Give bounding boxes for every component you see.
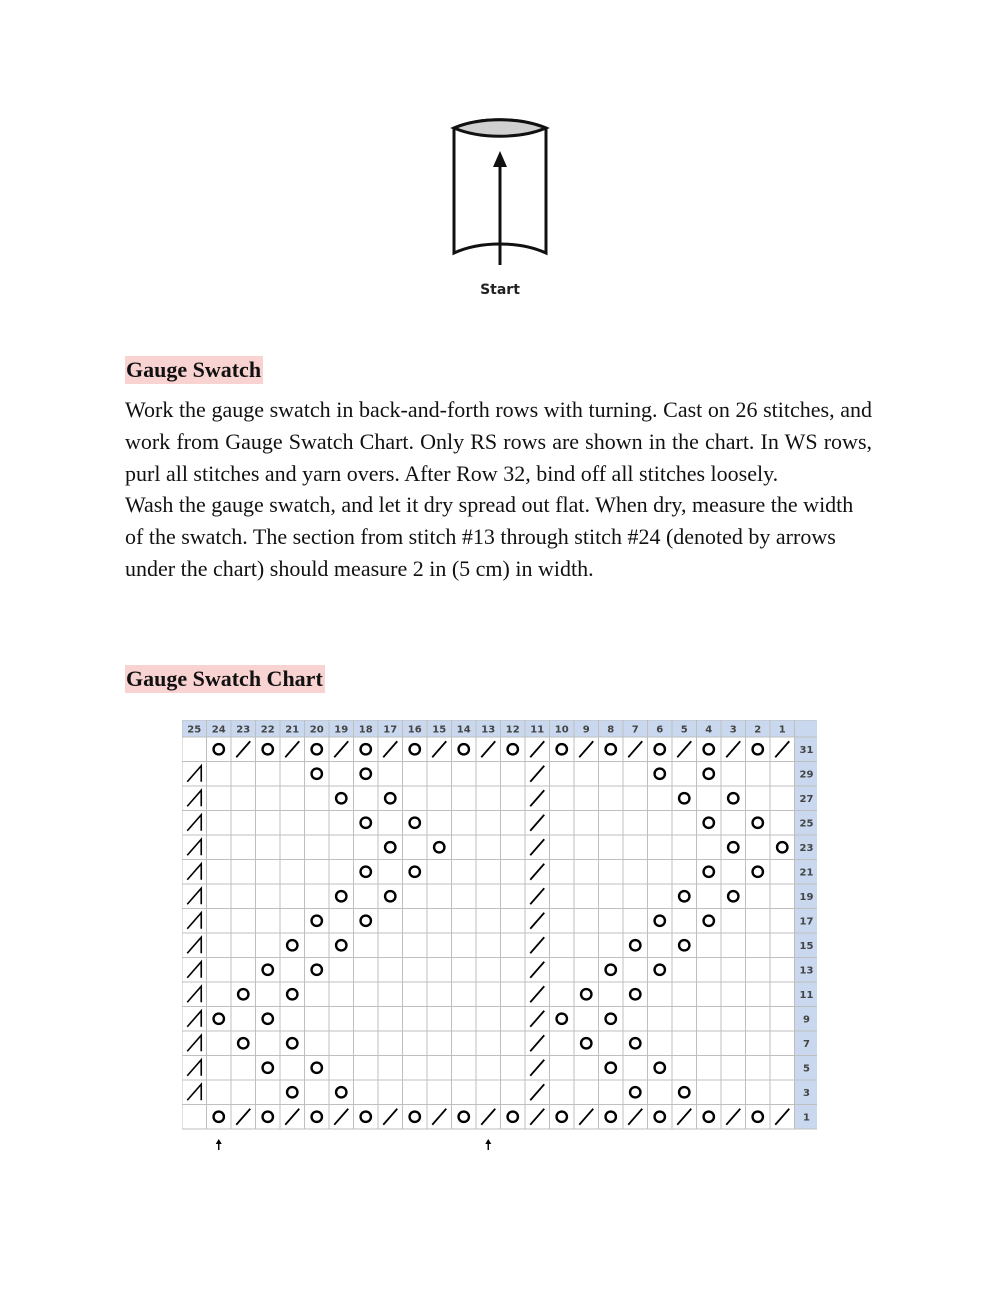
decrease-symbol xyxy=(726,741,740,757)
yarn-over-symbol xyxy=(581,1038,591,1048)
yarn-over-symbol xyxy=(679,891,689,901)
yarn-over-symbol xyxy=(287,1087,297,1097)
decrease-symbol xyxy=(187,986,201,1002)
decrease-symbol xyxy=(187,937,201,953)
chart-row-label: 9 xyxy=(803,1014,810,1026)
chart-row-label: 15 xyxy=(799,940,814,952)
yarn-over-symbol xyxy=(630,1087,640,1097)
yarn-over-symbol xyxy=(557,744,567,754)
yarn-over-symbol xyxy=(655,916,665,926)
decrease-symbol xyxy=(530,962,544,978)
yarn-over-symbol xyxy=(606,1112,616,1122)
yarn-over-symbol xyxy=(214,1014,224,1024)
yarn-over-symbol xyxy=(704,818,714,828)
chart-column-label: 2 xyxy=(754,724,762,736)
decrease-symbol xyxy=(775,741,789,757)
yarn-over-symbol xyxy=(361,867,371,877)
chart-column-label: 11 xyxy=(530,724,545,736)
yarn-over-symbol xyxy=(287,1038,297,1048)
decrease-symbol xyxy=(236,741,250,757)
chart-column-label: 18 xyxy=(358,724,373,736)
chart-column-label: 17 xyxy=(383,724,398,736)
decrease-symbol xyxy=(530,986,544,1002)
decrease-symbol xyxy=(432,1109,446,1125)
decrease-symbol xyxy=(677,1109,691,1125)
chart-column-label: 14 xyxy=(456,724,471,736)
decrease-symbol xyxy=(530,766,544,782)
yarn-over-symbol xyxy=(655,1063,665,1073)
yarn-over-symbol xyxy=(655,769,665,779)
yarn-over-symbol xyxy=(704,916,714,926)
yarn-over-symbol xyxy=(238,1038,248,1048)
yarn-over-symbol xyxy=(385,793,395,803)
gauge-swatch-instructions xyxy=(125,394,872,585)
decrease-symbol xyxy=(530,888,544,904)
yarn-over-symbol xyxy=(581,989,591,999)
yarn-over-symbol xyxy=(655,744,665,754)
decrease-symbol xyxy=(530,790,544,806)
yarn-over-symbol xyxy=(630,1038,640,1048)
yarn-over-symbol xyxy=(606,965,616,975)
yarn-over-symbol xyxy=(728,793,738,803)
chart-row-label: 11 xyxy=(799,989,814,1001)
gauge-chart-heading: Gauge Swatch Chart xyxy=(126,666,323,691)
decrease-symbol xyxy=(628,741,642,757)
decrease-symbol xyxy=(187,962,201,978)
chart-column-label: 19 xyxy=(334,724,349,736)
yarn-over-symbol xyxy=(214,1112,224,1122)
yarn-over-symbol xyxy=(361,744,371,754)
chart-column-label: 24 xyxy=(211,724,226,736)
decrease-symbol xyxy=(187,864,201,880)
chart-column-label: 10 xyxy=(554,724,569,736)
decrease-symbol xyxy=(481,741,495,757)
decrease-symbol xyxy=(285,741,299,757)
yarn-over-symbol xyxy=(630,940,640,950)
chart-row-label: 7 xyxy=(803,1038,810,1050)
chart-row-label: 23 xyxy=(799,842,814,854)
yarn-over-symbol xyxy=(630,989,640,999)
yarn-over-symbol xyxy=(287,989,297,999)
yarn-over-symbol xyxy=(361,769,371,779)
yarn-over-symbol xyxy=(753,744,763,754)
tube-top-ellipse xyxy=(454,120,546,137)
yarn-over-symbol xyxy=(361,916,371,926)
yarn-over-symbol xyxy=(508,744,518,754)
decrease-symbol xyxy=(530,1060,544,1076)
yarn-over-symbol xyxy=(336,1087,346,1097)
decrease-symbol xyxy=(187,790,201,806)
yarn-over-symbol xyxy=(728,891,738,901)
instructions-paragraph-1: Work the gauge swatch in back-and-forth rows with turning. Cast on 26 stitches, and work from Gauge Swatch Chart. Only RS rows are shown in the chart. In WS rows, purl all stitches and yarn overs. After Row 32, bind off all stitches loosely. xyxy=(125,397,872,486)
decrease-symbol xyxy=(530,1011,544,1027)
yarn-over-symbol xyxy=(263,744,273,754)
decrease-symbol xyxy=(383,741,397,757)
chart-column-label: 1 xyxy=(778,724,786,736)
decrease-symbol xyxy=(530,937,544,953)
chart-row-label: 29 xyxy=(799,769,814,781)
chart-row-label: 17 xyxy=(799,916,814,928)
decrease-symbol xyxy=(432,741,446,757)
chart-row-label: 13 xyxy=(799,965,814,977)
yarn-over-symbol xyxy=(312,744,322,754)
yarn-over-symbol xyxy=(312,916,322,926)
decrease-symbol xyxy=(187,766,201,782)
chart-column-label: 6 xyxy=(656,724,664,736)
yarn-over-symbol xyxy=(385,842,395,852)
decrease-symbol xyxy=(187,815,201,831)
yarn-over-symbol xyxy=(459,1112,469,1122)
chart-column-label: 8 xyxy=(607,724,615,736)
measure-arrow-head xyxy=(485,1139,491,1144)
yarn-over-symbol xyxy=(312,1112,322,1122)
chart-row-label: 25 xyxy=(799,818,814,830)
chart-column-label: 12 xyxy=(505,724,520,736)
decrease-symbol xyxy=(775,1109,789,1125)
decrease-symbol xyxy=(677,741,691,757)
yarn-over-symbol xyxy=(361,1112,371,1122)
chart-row-label: 31 xyxy=(799,744,814,756)
decrease-symbol xyxy=(530,1109,544,1125)
decrease-symbol xyxy=(726,1109,740,1125)
decrease-symbol xyxy=(334,1109,348,1125)
tube-diagram xyxy=(440,115,560,305)
yarn-over-symbol xyxy=(679,1087,689,1097)
chart-column-label: 5 xyxy=(680,724,688,736)
chart-column-label: 4 xyxy=(705,724,713,736)
chart-row-label: 5 xyxy=(803,1063,810,1075)
chart-column-label: 15 xyxy=(432,724,447,736)
diagram-caption: Start xyxy=(480,282,520,298)
chart-row-label: 3 xyxy=(803,1087,810,1099)
yarn-over-symbol xyxy=(238,989,248,999)
decrease-symbol xyxy=(530,1035,544,1051)
yarn-over-symbol xyxy=(655,965,665,975)
yarn-over-symbol xyxy=(679,940,689,950)
yarn-over-symbol xyxy=(508,1112,518,1122)
yarn-over-symbol xyxy=(336,793,346,803)
decrease-symbol xyxy=(285,1109,299,1125)
yarn-over-symbol xyxy=(336,891,346,901)
yarn-over-symbol xyxy=(606,1014,616,1024)
yarn-over-symbol xyxy=(312,965,322,975)
yarn-over-symbol xyxy=(728,842,738,852)
instructions-paragraph-2: Wash the gauge swatch, and let it dry spread out flat. When dry, measure the width of the swatch. The section from stitch #13 through stitch #24 (denoted by arrows under the chart) should measure 2 in (5 cm) in width. xyxy=(125,492,854,581)
decrease-symbol xyxy=(579,1109,593,1125)
chart-column-label: 23 xyxy=(236,724,251,736)
chart-column-label: 21 xyxy=(285,724,300,736)
chart-row-label: 1 xyxy=(803,1112,810,1124)
decrease-symbol xyxy=(187,888,201,904)
yarn-over-symbol xyxy=(410,867,420,877)
decrease-symbol xyxy=(530,741,544,757)
yarn-over-symbol xyxy=(753,867,763,877)
yarn-over-symbol xyxy=(263,965,273,975)
yarn-over-symbol xyxy=(753,818,763,828)
chart-row-label: 27 xyxy=(799,793,814,805)
chart-column-label: 7 xyxy=(631,724,639,736)
yarn-over-symbol xyxy=(704,867,714,877)
decrease-symbol xyxy=(530,839,544,855)
decrease-symbol xyxy=(187,1060,201,1076)
yarn-over-symbol xyxy=(606,744,616,754)
decrease-symbol xyxy=(334,741,348,757)
chart-column-label: 20 xyxy=(309,724,324,736)
chart-header-row xyxy=(182,720,817,737)
decrease-symbol xyxy=(187,1035,201,1051)
yarn-over-symbol xyxy=(214,744,224,754)
yarn-over-symbol xyxy=(753,1112,763,1122)
yarn-over-symbol xyxy=(459,744,469,754)
yarn-over-symbol xyxy=(263,1112,273,1122)
decrease-symbol xyxy=(628,1109,642,1125)
chart-column-label: 16 xyxy=(407,724,422,736)
yarn-over-symbol xyxy=(336,940,346,950)
yarn-over-symbol xyxy=(704,769,714,779)
yarn-over-symbol xyxy=(704,1112,714,1122)
decrease-symbol xyxy=(530,815,544,831)
decrease-symbol xyxy=(187,1011,201,1027)
yarn-over-symbol xyxy=(606,1063,616,1073)
yarn-over-symbol xyxy=(361,818,371,828)
decrease-symbol xyxy=(187,913,201,929)
yarn-over-symbol xyxy=(557,1014,567,1024)
decrease-symbol xyxy=(530,864,544,880)
chart-column-label: 9 xyxy=(582,724,590,736)
yarn-over-symbol xyxy=(385,891,395,901)
yarn-over-symbol xyxy=(410,744,420,754)
yarn-over-symbol xyxy=(704,744,714,754)
gauge-swatch-chart xyxy=(182,720,817,1150)
decrease-symbol xyxy=(530,1084,544,1100)
yarn-over-symbol xyxy=(679,793,689,803)
decrease-symbol xyxy=(481,1109,495,1125)
yarn-over-symbol xyxy=(263,1063,273,1073)
decrease-symbol xyxy=(236,1109,250,1125)
yarn-over-symbol xyxy=(434,842,444,852)
yarn-over-symbol xyxy=(655,1112,665,1122)
chart-row-label: 19 xyxy=(799,891,814,903)
yarn-over-symbol xyxy=(410,1112,420,1122)
chart-row-label: 21 xyxy=(799,867,814,879)
yarn-over-symbol xyxy=(777,842,787,852)
yarn-over-symbol xyxy=(263,1014,273,1024)
chart-column-label: 25 xyxy=(187,724,202,736)
decrease-symbol xyxy=(187,1084,201,1100)
yarn-over-symbol xyxy=(410,818,420,828)
chart-column-label: 3 xyxy=(729,724,737,736)
gauge-swatch-heading: Gauge Swatch xyxy=(126,357,262,382)
yarn-over-symbol xyxy=(287,940,297,950)
yarn-over-symbol xyxy=(557,1112,567,1122)
yarn-over-symbol xyxy=(312,1063,322,1073)
measure-arrow-head xyxy=(216,1139,222,1144)
decrease-symbol xyxy=(530,913,544,929)
decrease-symbol xyxy=(579,741,593,757)
yarn-over-symbol xyxy=(312,769,322,779)
chart-column-label: 13 xyxy=(481,724,496,736)
decrease-symbol xyxy=(383,1109,397,1125)
decrease-symbol xyxy=(187,839,201,855)
chart-column-label: 22 xyxy=(260,724,275,736)
